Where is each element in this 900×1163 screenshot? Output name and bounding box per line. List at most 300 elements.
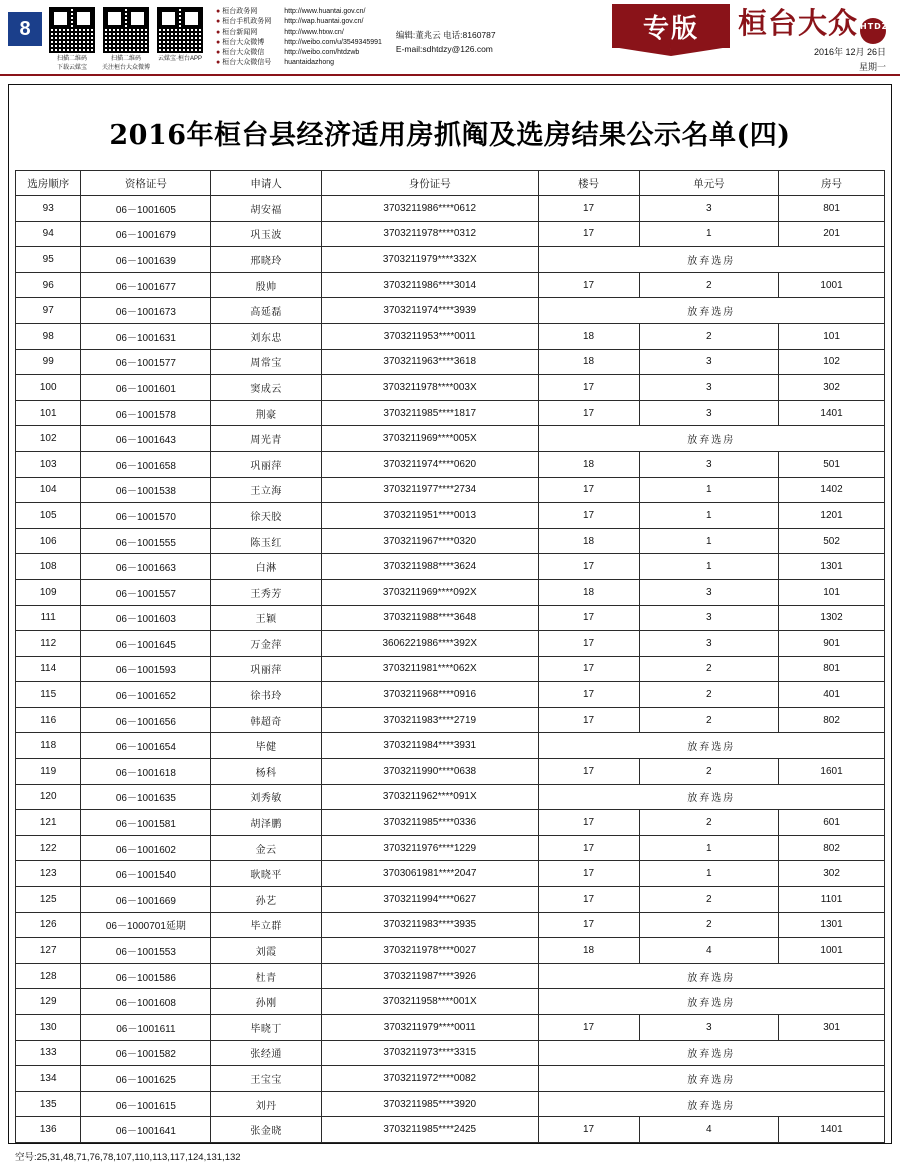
site-link-label: 桓台大众微信 bbox=[222, 49, 265, 57]
cell-order: 95 bbox=[16, 247, 81, 273]
site-link-label: 桓台手机政务网 bbox=[222, 18, 272, 26]
table-row bbox=[16, 1117, 885, 1143]
cell-applicant: 王秀芳 bbox=[211, 579, 322, 605]
cell-cert: 06－1001538 bbox=[81, 477, 211, 503]
cell-cert: 06－1001663 bbox=[81, 554, 211, 580]
cell-applicant: 巩丽萍 bbox=[211, 451, 322, 477]
cell-cert: 06－1001586 bbox=[81, 963, 211, 989]
bullet-icon: ● bbox=[216, 38, 221, 46]
cell-building: 17 bbox=[538, 861, 639, 887]
cell-cert: 06－1001645 bbox=[81, 631, 211, 657]
cell-building: 17 bbox=[538, 707, 639, 733]
table-header bbox=[16, 171, 885, 196]
cell-cert: 06－1001557 bbox=[81, 579, 211, 605]
site-link-url[interactable]: http://www.huantai.gov.cn/ bbox=[284, 8, 366, 15]
cell-applicant: 徐天胶 bbox=[211, 503, 322, 529]
cell-cert: 06－1001625 bbox=[81, 1066, 211, 1092]
cell-order: 112 bbox=[16, 631, 81, 657]
page-number: 8 bbox=[8, 12, 42, 46]
cell-unit: 3 bbox=[639, 579, 779, 605]
cell-cert: 06－1001540 bbox=[81, 861, 211, 887]
cell-cert: 06－1001654 bbox=[81, 733, 211, 759]
cell-waive-notice: 放弃选房 bbox=[538, 989, 884, 1015]
cell-waive-notice: 放弃选房 bbox=[538, 1066, 884, 1092]
cell-unit: 2 bbox=[639, 887, 779, 913]
table-row bbox=[16, 196, 885, 222]
site-link-label: 桓台新闻网 bbox=[222, 28, 258, 36]
cell-applicant: 邢晓玲 bbox=[211, 247, 322, 273]
table-row bbox=[16, 733, 885, 759]
cell-room: 1402 bbox=[779, 477, 885, 503]
cell-id: 3703211985****0336 bbox=[322, 810, 539, 836]
cell-cert: 06－1001641 bbox=[81, 1117, 211, 1143]
brand-name: 桓台大众 bbox=[737, 6, 858, 40]
column-header-unit: 单元号 bbox=[639, 171, 779, 196]
cell-id: 3703211962****091X bbox=[322, 784, 539, 810]
cell-building: 17 bbox=[538, 503, 639, 529]
table-row bbox=[16, 247, 885, 273]
cell-building: 17 bbox=[538, 196, 639, 222]
cell-building: 18 bbox=[538, 451, 639, 477]
cell-id: 3703211974****0620 bbox=[322, 451, 539, 477]
cell-building: 17 bbox=[538, 631, 639, 657]
cell-room: 1101 bbox=[779, 887, 885, 913]
cell-order: 102 bbox=[16, 426, 81, 452]
qr-caption: 关注桓台大众微博 bbox=[101, 65, 150, 71]
content-frame bbox=[8, 84, 892, 1163]
cell-applicant: 毕晓丁 bbox=[211, 1015, 322, 1041]
cell-order: 134 bbox=[16, 1066, 81, 1092]
cell-order: 116 bbox=[16, 707, 81, 733]
cell-unit: 2 bbox=[639, 912, 779, 938]
cell-applicant: 胡泽鹏 bbox=[211, 810, 322, 836]
cell-id: 3703211985****3920 bbox=[322, 1091, 539, 1117]
issue-weekday: 星期一 bbox=[858, 62, 886, 72]
cell-unit: 3 bbox=[639, 451, 779, 477]
cell-applicant: 孙艺 bbox=[211, 887, 322, 913]
cell-order: 127 bbox=[16, 938, 81, 964]
cell-order: 108 bbox=[16, 554, 81, 580]
cell-room: 802 bbox=[779, 707, 885, 733]
site-link-label: 桓台大众微信号 bbox=[222, 59, 272, 67]
cell-unit: 2 bbox=[639, 272, 779, 298]
site-link-row[interactable] bbox=[216, 58, 382, 68]
table-row bbox=[16, 887, 885, 913]
cell-id: 3703211988****3624 bbox=[322, 554, 539, 580]
table-row bbox=[16, 656, 885, 682]
table-row bbox=[16, 912, 885, 938]
site-link-row[interactable] bbox=[216, 28, 382, 38]
cell-building: 17 bbox=[538, 887, 639, 913]
column-header-building: 楼号 bbox=[538, 171, 639, 196]
masthead bbox=[0, 0, 900, 76]
table-row bbox=[16, 503, 885, 529]
table-row bbox=[16, 963, 885, 989]
cell-applicant: 刘东忠 bbox=[211, 323, 322, 349]
table-row bbox=[16, 579, 885, 605]
qr-code-item bbox=[46, 6, 98, 72]
cell-applicant: 周光青 bbox=[211, 426, 322, 452]
cell-room: 1401 bbox=[779, 1117, 885, 1143]
cell-id: 3703211967****0320 bbox=[322, 528, 539, 554]
cell-order: 99 bbox=[16, 349, 81, 375]
cell-applicant: 张金晓 bbox=[211, 1117, 322, 1143]
cell-unit: 3 bbox=[639, 631, 779, 657]
cell-room: 802 bbox=[779, 835, 885, 861]
cell-applicant: 王立海 bbox=[211, 477, 322, 503]
cell-order: 98 bbox=[16, 323, 81, 349]
cell-building: 17 bbox=[538, 605, 639, 631]
cell-applicant: 刘秀敏 bbox=[211, 784, 322, 810]
cell-id: 3703211994****0627 bbox=[322, 887, 539, 913]
cell-building: 17 bbox=[538, 682, 639, 708]
site-link-url[interactable]: http://wap.huantai.gov.cn/ bbox=[284, 18, 364, 26]
cell-applicant: 王颖 bbox=[211, 605, 322, 631]
cell-cert: 06－1001577 bbox=[81, 349, 211, 375]
table-row bbox=[16, 272, 885, 298]
cell-id: 3703211951****0013 bbox=[322, 503, 539, 529]
qr-code-item bbox=[154, 6, 206, 72]
cell-waive-notice: 放弃选房 bbox=[538, 963, 884, 989]
cell-building: 17 bbox=[538, 656, 639, 682]
cell-unit: 3 bbox=[639, 349, 779, 375]
cell-order: 100 bbox=[16, 375, 81, 401]
qr-caption: 扫描二维码 bbox=[56, 56, 87, 62]
cell-unit: 2 bbox=[639, 682, 779, 708]
cell-order: 97 bbox=[16, 298, 81, 324]
bullet-icon: ● bbox=[216, 18, 221, 26]
table-header-row bbox=[16, 171, 885, 196]
cell-order: 125 bbox=[16, 887, 81, 913]
cell-building: 18 bbox=[538, 938, 639, 964]
column-header-id: 身份证号 bbox=[322, 171, 539, 196]
cell-room: 901 bbox=[779, 631, 885, 657]
cell-id: 3703211988****3648 bbox=[322, 605, 539, 631]
cell-unit: 4 bbox=[639, 938, 779, 964]
cell-room: 601 bbox=[779, 810, 885, 836]
cell-id: 3703211953****0011 bbox=[322, 323, 539, 349]
cell-waive-notice: 放弃选房 bbox=[538, 1040, 884, 1066]
cell-id: 3703211979****0011 bbox=[322, 1015, 539, 1041]
site-link-row[interactable] bbox=[216, 38, 382, 48]
housing-results-table bbox=[15, 170, 885, 1143]
cell-order: 128 bbox=[16, 963, 81, 989]
site-link-url: huantaidazhong bbox=[284, 59, 335, 67]
cell-applicant: 孙刚 bbox=[211, 989, 322, 1015]
cell-cert: 06－1001652 bbox=[81, 682, 211, 708]
cell-room: 1601 bbox=[779, 759, 885, 785]
cell-building: 17 bbox=[538, 221, 639, 247]
cell-applicant: 韩超奇 bbox=[211, 707, 322, 733]
qr-code-icon bbox=[156, 6, 204, 54]
cell-id: 3703211976****1229 bbox=[322, 835, 539, 861]
table-row bbox=[16, 477, 885, 503]
cell-id: 3703211983****3935 bbox=[322, 912, 539, 938]
cell-building: 17 bbox=[538, 375, 639, 401]
cell-order: 122 bbox=[16, 835, 81, 861]
site-link-label: 桓台大众微博 bbox=[222, 38, 265, 46]
bullet-icon: ● bbox=[216, 8, 221, 15]
cell-room: 502 bbox=[779, 528, 885, 554]
cell-building: 17 bbox=[538, 912, 639, 938]
cell-room: 201 bbox=[779, 221, 885, 247]
cell-id: 3703211984****3931 bbox=[322, 733, 539, 759]
table-row bbox=[16, 1091, 885, 1117]
qr-code-group bbox=[46, 6, 208, 72]
editor-contact bbox=[396, 28, 496, 56]
cell-cert: 06－1001602 bbox=[81, 835, 211, 861]
cell-room: 1001 bbox=[779, 272, 885, 298]
table-row bbox=[16, 938, 885, 964]
cell-unit: 1 bbox=[639, 503, 779, 529]
cell-room: 101 bbox=[779, 323, 885, 349]
cell-room: 1401 bbox=[779, 400, 885, 426]
site-link-url[interactable]: http://weibo.com/u/3549345991 bbox=[284, 38, 382, 46]
cell-cert: 06－1001673 bbox=[81, 298, 211, 324]
cell-unit: 3 bbox=[639, 605, 779, 631]
cell-id: 3703211979****332X bbox=[322, 247, 539, 273]
cell-order: 106 bbox=[16, 528, 81, 554]
cell-room: 1301 bbox=[779, 554, 885, 580]
cell-waive-notice: 放弃选房 bbox=[538, 1091, 884, 1117]
bullet-icon: ● bbox=[216, 49, 221, 57]
cell-applicant: 刘霞 bbox=[211, 938, 322, 964]
cell-order: 121 bbox=[16, 810, 81, 836]
cell-order: 123 bbox=[16, 861, 81, 887]
site-links bbox=[216, 7, 382, 69]
cell-id: 3703211968****0916 bbox=[322, 682, 539, 708]
cell-cert: 06－1001581 bbox=[81, 810, 211, 836]
site-link-row[interactable] bbox=[216, 48, 382, 58]
table-row bbox=[16, 554, 885, 580]
editor-line: 编辑:董兆云 电话:8160787 bbox=[395, 30, 496, 40]
cell-unit: 1 bbox=[639, 835, 779, 861]
table-row bbox=[16, 323, 885, 349]
cell-order: 114 bbox=[16, 656, 81, 682]
cell-waive-notice: 放弃选房 bbox=[538, 426, 884, 452]
cell-unit: 2 bbox=[639, 810, 779, 836]
cell-order: 126 bbox=[16, 912, 81, 938]
cell-room: 1001 bbox=[779, 938, 885, 964]
cell-room: 102 bbox=[779, 349, 885, 375]
column-header-applicant: 申请人 bbox=[211, 171, 322, 196]
cell-building: 17 bbox=[538, 272, 639, 298]
cell-unit: 2 bbox=[639, 707, 779, 733]
bullet-icon: ● bbox=[216, 59, 221, 67]
cell-order: 136 bbox=[16, 1117, 81, 1143]
cell-applicant: 殷帅 bbox=[211, 272, 322, 298]
cell-id: 3703211987****3926 bbox=[322, 963, 539, 989]
cell-cert: 06－1001593 bbox=[81, 656, 211, 682]
table-row bbox=[16, 426, 885, 452]
cell-id: 3703061981****2047 bbox=[322, 861, 539, 887]
cell-room: 302 bbox=[779, 861, 885, 887]
brand-seal-icon: HTDZ bbox=[860, 18, 886, 44]
site-link-label: 桓台政务网 bbox=[222, 8, 258, 15]
cell-applicant: 荆豪 bbox=[211, 400, 322, 426]
cell-unit: 3 bbox=[639, 400, 779, 426]
cell-cert: 06－1001631 bbox=[81, 323, 211, 349]
qr-caption: 扫描二维码 bbox=[110, 56, 141, 62]
cell-cert: 06－1001578 bbox=[81, 400, 211, 426]
cell-room: 302 bbox=[779, 375, 885, 401]
cell-applicant: 杨科 bbox=[211, 759, 322, 785]
cell-cert: 06－1001643 bbox=[81, 426, 211, 452]
cell-cert: 06－1001679 bbox=[81, 221, 211, 247]
brand-title bbox=[737, 6, 889, 44]
cell-cert: 06－1001603 bbox=[81, 605, 211, 631]
cell-building: 18 bbox=[538, 579, 639, 605]
cell-building: 17 bbox=[538, 554, 639, 580]
cell-applicant: 巩丽萍 bbox=[211, 656, 322, 682]
cell-unit: 1 bbox=[639, 477, 779, 503]
cell-waive-notice: 放弃选房 bbox=[538, 298, 884, 324]
site-link-url[interactable]: http://weibo.com/htdzwb bbox=[284, 49, 360, 57]
table-row bbox=[16, 707, 885, 733]
cell-applicant: 金云 bbox=[211, 835, 322, 861]
cell-id: 3703211986****3014 bbox=[322, 272, 539, 298]
cell-cert: 06－1001618 bbox=[81, 759, 211, 785]
qr-code-item bbox=[100, 6, 152, 72]
cell-id: 3703211958****001X bbox=[322, 989, 539, 1015]
cell-id: 3703211973****3315 bbox=[322, 1040, 539, 1066]
table-row bbox=[16, 1066, 885, 1092]
cell-cert: 06－1001656 bbox=[81, 707, 211, 733]
table-row bbox=[16, 528, 885, 554]
cell-applicant: 徐书玲 bbox=[211, 682, 322, 708]
cell-applicant: 高延磊 bbox=[211, 298, 322, 324]
cell-order: 129 bbox=[16, 989, 81, 1015]
cell-id: 3703211969****092X bbox=[322, 579, 539, 605]
cell-cert: 06－1001635 bbox=[81, 784, 211, 810]
cell-unit: 2 bbox=[639, 656, 779, 682]
cell-order: 135 bbox=[16, 1091, 81, 1117]
cell-id: 3703211974****3939 bbox=[322, 298, 539, 324]
cell-unit: 2 bbox=[639, 323, 779, 349]
cell-applicant: 王宝宝 bbox=[211, 1066, 322, 1092]
cell-id: 3703211978****0312 bbox=[322, 221, 539, 247]
cell-order: 115 bbox=[16, 682, 81, 708]
cell-id: 3703211963****3618 bbox=[322, 349, 539, 375]
cell-id: 3703211969****005X bbox=[322, 426, 539, 452]
table-body bbox=[16, 196, 885, 1143]
cell-cert: 06－1001553 bbox=[81, 938, 211, 964]
cell-room: 501 bbox=[779, 451, 885, 477]
cell-order: 120 bbox=[16, 784, 81, 810]
cell-unit: 1 bbox=[639, 221, 779, 247]
qr-caption: 云媒宝·桓台APP bbox=[157, 56, 202, 62]
cell-cert: 06－1001555 bbox=[81, 528, 211, 554]
cell-applicant: 胡安福 bbox=[211, 196, 322, 222]
cell-id: 3703211985****1817 bbox=[322, 400, 539, 426]
table-row bbox=[16, 631, 885, 657]
cell-applicant: 刘丹 bbox=[211, 1091, 322, 1117]
footnote: 空号:25,31,48,71,76,78,107,110,113,117,124,131,132 bbox=[15, 1151, 241, 1163]
cell-cert: 06－1001608 bbox=[81, 989, 211, 1015]
table-row bbox=[16, 835, 885, 861]
site-link-url[interactable]: http://www.htxw.cn/ bbox=[284, 28, 344, 36]
cell-order: 119 bbox=[16, 759, 81, 785]
cell-cert: 06－1001611 bbox=[81, 1015, 211, 1041]
table-row bbox=[16, 1015, 885, 1041]
cell-unit: 1 bbox=[639, 528, 779, 554]
table-row bbox=[16, 221, 885, 247]
cell-order: 96 bbox=[16, 272, 81, 298]
table-row bbox=[16, 759, 885, 785]
cell-unit: 3 bbox=[639, 1015, 779, 1041]
site-link-row[interactable] bbox=[216, 17, 382, 27]
cell-applicant: 万金萍 bbox=[211, 631, 322, 657]
paper-brand bbox=[737, 6, 889, 74]
cell-order: 109 bbox=[16, 579, 81, 605]
table-row bbox=[16, 810, 885, 836]
site-link-row[interactable] bbox=[216, 7, 382, 17]
table-row bbox=[16, 1040, 885, 1066]
cell-building: 17 bbox=[538, 400, 639, 426]
cell-applicant: 巩玉波 bbox=[211, 221, 322, 247]
cell-id: 3703211977****2734 bbox=[322, 477, 539, 503]
cell-applicant: 毕健 bbox=[211, 733, 322, 759]
cell-id: 3703211978****0027 bbox=[322, 938, 539, 964]
cell-room: 401 bbox=[779, 682, 885, 708]
cell-id: 3703211985****2425 bbox=[322, 1117, 539, 1143]
table-row bbox=[16, 682, 885, 708]
cell-cert: 06－1001570 bbox=[81, 503, 211, 529]
cell-id: 3703211986****0612 bbox=[322, 196, 539, 222]
cell-cert: 06－1001601 bbox=[81, 375, 211, 401]
cell-room: 101 bbox=[779, 579, 885, 605]
cell-applicant: 张经通 bbox=[211, 1040, 322, 1066]
cell-id: 3703211981****062X bbox=[322, 656, 539, 682]
cell-cert: 06－1001677 bbox=[81, 272, 211, 298]
cell-unit: 1 bbox=[639, 554, 779, 580]
bullet-icon: ● bbox=[216, 28, 221, 36]
table-row bbox=[16, 989, 885, 1015]
cell-applicant: 周常宝 bbox=[211, 349, 322, 375]
cell-cert: 06－1001615 bbox=[81, 1091, 211, 1117]
table-row bbox=[16, 605, 885, 631]
issue-date: 2016年 12月 26日 bbox=[813, 47, 886, 57]
cell-order: 111 bbox=[16, 605, 81, 631]
masthead-banner bbox=[496, 4, 892, 78]
cell-cert: 06－1001669 bbox=[81, 887, 211, 913]
cell-waive-notice: 放弃选房 bbox=[538, 733, 884, 759]
cell-id: 3703211983****2719 bbox=[322, 707, 539, 733]
table-row bbox=[16, 298, 885, 324]
table-row bbox=[16, 451, 885, 477]
cell-unit: 2 bbox=[639, 759, 779, 785]
special-edition-ribbon bbox=[612, 4, 730, 56]
cell-order: 93 bbox=[16, 196, 81, 222]
cell-order: 105 bbox=[16, 503, 81, 529]
qr-code-icon bbox=[48, 6, 96, 54]
cell-applicant: 耿晓平 bbox=[211, 861, 322, 887]
cell-building: 17 bbox=[538, 477, 639, 503]
cell-cert: 06－1001582 bbox=[81, 1040, 211, 1066]
table-row bbox=[16, 375, 885, 401]
cell-order: 103 bbox=[16, 451, 81, 477]
column-header-room: 房号 bbox=[779, 171, 885, 196]
table-row bbox=[16, 400, 885, 426]
cell-building: 17 bbox=[538, 1117, 639, 1143]
cell-building: 17 bbox=[538, 1015, 639, 1041]
cell-cert: 06－1000701延期 bbox=[81, 912, 211, 938]
cell-building: 18 bbox=[538, 349, 639, 375]
cell-applicant: 陈玉红 bbox=[211, 528, 322, 554]
cell-cert: 06－1001605 bbox=[81, 196, 211, 222]
cell-unit: 4 bbox=[639, 1117, 779, 1143]
column-header-order: 选房顺序 bbox=[16, 171, 81, 196]
